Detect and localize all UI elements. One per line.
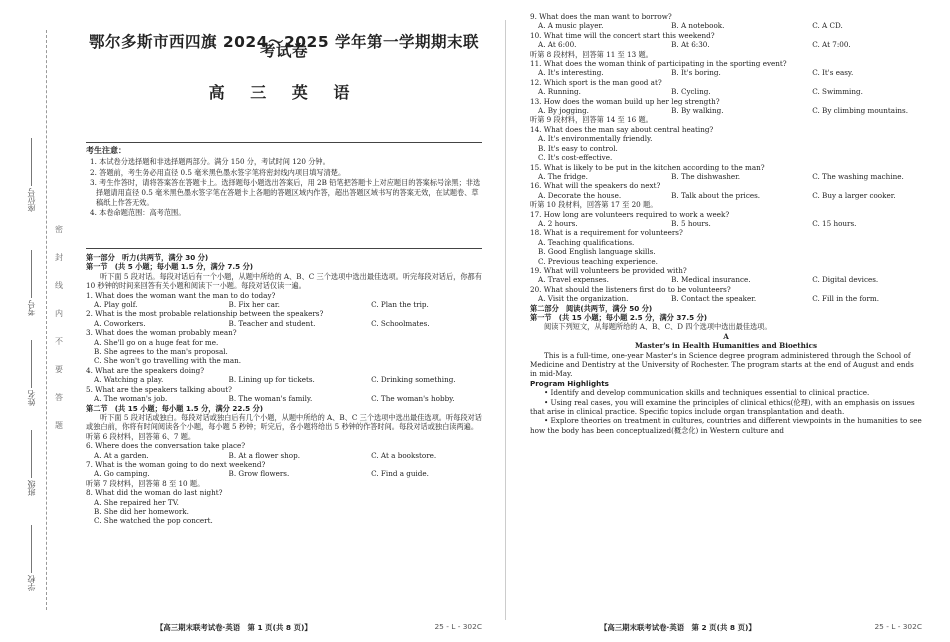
option-b: B. Medical insurance. (671, 275, 751, 285)
divider-line (86, 142, 482, 143)
option-a: A. Watching a play. (94, 375, 164, 385)
passage-letter: A (723, 331, 729, 341)
seal-char: 内 (55, 309, 63, 318)
option-b: B. At 6:30. (671, 40, 710, 50)
field-school: 学校 (26, 525, 37, 591)
question: 12. Which sport is the man good at? (530, 77, 662, 87)
footer-code: 25 - L - 302C (874, 622, 922, 631)
question: 15. What is likely to be put in the kitchen according to the man? (530, 162, 765, 172)
option-a: A. Go camping. (94, 469, 150, 479)
material-note: 听第 9 段材料，回答第 14 至 16 题。 (530, 115, 653, 125)
seal-char: 线 (55, 281, 63, 290)
left-column (86, 0, 482, 642)
option-c: C. A CD. (812, 21, 843, 31)
part2-heading: 第二部分 阅读(共两节，满分 50 分) (530, 303, 653, 313)
options-row (530, 275, 922, 284)
option-b: B. Cycling. (671, 87, 711, 97)
option-c: C. She won't go travelling with the man. (94, 356, 242, 366)
option-a: A. She repaired her TV. (94, 497, 179, 507)
question: 4. What are the speakers doing? (86, 365, 205, 375)
field-exam-number: 考号 (26, 250, 37, 316)
seal-char: 要 (55, 365, 63, 374)
right-column (530, 0, 922, 642)
option-a: A. At a garden. (94, 450, 149, 460)
highlight-bullet: • Explore theories on treatment in cultures, countries and different viewpoints in the humanities to see how the body has been conceptualized(概念化) in Western culture and (530, 416, 922, 435)
question: 2. What is the most probable relationship between the speakers? (86, 309, 324, 319)
option-c: C. Drinking something. (371, 375, 456, 385)
part2-sec1-heading: 第一节 (共 15 小题；每小题 2.5 分，满分 37.5 分) (530, 313, 708, 322)
question: 3. What does the woman probably mean? (86, 328, 237, 338)
column-divider (505, 20, 506, 620)
option-a: A. At 6:00. (538, 40, 577, 50)
part1-heading: 第一部分 听力(共两节，满分 30 分) (86, 253, 209, 262)
seal-char: 封 (55, 253, 63, 262)
option-c: C. Swimming. (812, 87, 863, 97)
footer-code: 25 - L - 302C (434, 622, 482, 631)
option-b: B. At a flower shop. (228, 450, 300, 460)
option-c: C. Digital devices. (812, 275, 879, 285)
seal-char: 答 (55, 393, 63, 402)
field-class: 班级 (26, 430, 37, 496)
options-row (86, 469, 482, 478)
option-b: B. The woman's family. (228, 394, 313, 404)
question: 18. What is a requirement for volunteers? (530, 228, 683, 238)
listening-section (86, 253, 482, 526)
option-c: C. Fill in the form. (812, 294, 879, 304)
question: 10. What time will the concert start this weekend? (530, 30, 715, 40)
option-c: C. 15 hours. (812, 218, 857, 228)
options-row (530, 21, 922, 30)
option-a: A. Teaching qualifications. (538, 237, 635, 247)
question: 11. What does the woman think of participating in the sporting event? (530, 59, 787, 69)
sec2-instructions: 听下面 5 段对话或独白。每段对话或独白后有几个小题，从题中所给的 A、B、C 三个选项中选出最佳选项。听每段对话或独白前，你将有时间阅读各个小题，每小题 5 秒钟；听完后，各小题将给出 5 秒钟的作答时间。每段对话或独白读两遍。 (86, 412, 482, 432)
option-c: C. At 7:00. (812, 40, 851, 50)
subject-title: 高 三 英 语 (208, 83, 360, 102)
notice-item: 1. 本试卷分选择题和非选择题两部分。满分 150 分，考试时间 120 分钟。 (90, 157, 330, 167)
question: 20. What should the listeners first do to be volunteers? (530, 284, 731, 294)
option-b: B. Teacher and student. (228, 318, 316, 328)
option-c: C. The washing machine. (812, 171, 904, 181)
highlight-bullet: • Using real cases, you will examine the principles of clinical ethics(伦理), with an emphasis on issues that arise in clinical practice. Specific topics include organ transplantation and death. (530, 397, 915, 417)
divider-line (86, 248, 482, 249)
option-b: B. A notebook. (671, 21, 725, 31)
material-note: 听第 10 段材料，回答第 17 至 20 题。 (530, 200, 658, 210)
option-a: A. Travel expenses. (538, 275, 609, 285)
option-b: B. She agrees to the man's proposal. (94, 347, 228, 357)
question: 7. What is the woman going to do next weekend? (86, 459, 266, 469)
option-a: A. Running. (538, 87, 581, 97)
option-b: B. By walking. (671, 106, 724, 116)
option-a: A. By jogging. (538, 106, 589, 116)
option-a: A. Coworkers. (94, 318, 146, 328)
listening-continued (530, 12, 922, 435)
sec1-instructions: 听下面 5 段对话。每段对话后有一个小题，从题中所给的 A、B、C 三个选项中选出最佳选项。听完每段对话后，你都有 10 秒钟的时间来回答有关小题和阅读下一小题。每段对话仅读一遍。 (86, 271, 482, 291)
highlights-heading: Program Highlights (530, 378, 609, 388)
option-b: B. It's boring. (671, 68, 721, 78)
seal-char: 不 (55, 337, 63, 346)
question: 1. What does the woman want the man to do today? (86, 290, 276, 300)
options-row (86, 375, 482, 384)
options-row (86, 451, 482, 460)
question: 6. Where does the conversation take place? (86, 441, 246, 451)
option-c: C. It's cost-effective. (538, 153, 613, 163)
option-c: C. Find a guide. (371, 469, 429, 479)
options-row (86, 394, 482, 403)
notice-item: 2. 答题前，考生务必用直径 0.5 毫米黑色墨水签字笔将密封线内项目填写清楚。 (90, 167, 346, 177)
options-row (530, 40, 922, 49)
passage-paragraph: This is a full-time, one-year Master's in Science degree program administered through the School of Medicine and Dentistry at the University of Rochester. The program starts at the end of August and ends in mid-May. (530, 350, 914, 379)
option-c: C. Previous teaching experience. (538, 256, 658, 266)
options-row (86, 300, 482, 309)
options-row (530, 191, 922, 200)
question: 9. What does the man want to borrow? (530, 12, 672, 21)
options-row (530, 294, 922, 303)
option-a: A. It's interesting. (538, 68, 604, 78)
option-b: B. Contact the speaker. (671, 294, 757, 304)
footer-left-label: 【高三期末联考试卷·英语 第 1 页(共 8 页)】 (156, 623, 312, 632)
question: 16. What will the speakers do next? (530, 181, 661, 191)
option-a: A. It's environmentally friendly. (538, 134, 653, 144)
field-seat-number: 座位号 (26, 138, 37, 212)
question: 8. What did the woman do last night? (86, 488, 223, 498)
option-b: B. 5 hours. (671, 218, 711, 228)
field-name: 姓名 (26, 340, 37, 406)
option-b: B. Good English language skills. (538, 247, 656, 257)
exam-title: 鄂尔多斯市西四旗 2024～2025 学年第一学期期末联考试卷 (88, 33, 480, 61)
notice-box (86, 146, 482, 219)
option-b: B. It's easy to control. (538, 143, 618, 153)
option-c: C. Plan the trip. (371, 300, 429, 310)
material-note: 听第 7 段材料，回答第 8 至 10 题。 (86, 478, 205, 488)
seal-char: 密 (55, 225, 63, 234)
material-note: 听第 8 段材料，回答第 11 至 13 题。 (530, 49, 653, 59)
notice-item: 3. 考生作答时，请将答案答在答题卡上。选择题每小题选出答案后，用 2B 铅笔把答题卡上对应题目的答案标号涂黑；非选择题请用直径 0.5 毫米黑色墨水签字笔在答题卡上各题的答题区域内作答，超出答题区域书写的答案无效，在试题卷、草稿纸上作答无效。 (90, 177, 481, 208)
option-b: B. Fix her car. (228, 300, 280, 310)
option-a: A. Play golf. (94, 300, 138, 310)
question: 13. How does the woman build up her leg strength? (530, 96, 720, 106)
option-b: B. Talk about the prices. (671, 190, 761, 200)
option-c: C. It's easy. (812, 68, 854, 78)
option-b: B. Lining up for tickets. (228, 375, 315, 385)
option-a: A. She'll go on a huge feat for me. (94, 337, 219, 347)
option-c: C. Buy a larger cooker. (812, 190, 896, 200)
option-b: B. She did her homework. (94, 506, 189, 516)
question: 14. What does the man say about central heating? (530, 124, 714, 134)
options-row (86, 319, 482, 328)
seal-line (46, 30, 47, 610)
option-a: A. The fridge. (538, 171, 588, 181)
option-b: B. Grow flowers. (228, 469, 290, 479)
options-row (530, 87, 922, 96)
option-c: C. At a bookstore. (371, 450, 437, 460)
option-c: C. Schoolmates. (371, 318, 430, 328)
option-a: A. 2 hours. (538, 218, 578, 228)
material-note: 听第 6 段材料，回答第 6、7 题。 (86, 431, 196, 441)
options-row (530, 172, 922, 181)
part2-instructions: 阅读下列短文，从每题所给的 A、B、C、D 四个选项中选出最佳选项。 (544, 322, 772, 332)
option-b: B. The dishwasher. (671, 171, 741, 181)
seal-char: 题 (55, 421, 63, 430)
question: 17. How long are volunteers required to work a week? (530, 209, 730, 219)
option-a: A. A music player. (538, 21, 604, 31)
footer-right-label: 【高三期末联考试卷·英语 第 2 页(共 8 页)】 (600, 623, 756, 632)
option-c: C. She watched the pop concert. (94, 516, 213, 526)
binding-margin (0, 0, 62, 642)
option-c: C. By climbing mountains. (812, 106, 908, 116)
notice-heading: 考生注意： (86, 146, 126, 155)
options-row (530, 219, 922, 228)
option-a: A. Decorate the house. (538, 190, 622, 200)
options-row (530, 68, 922, 77)
highlight-bullet: • Identify and develop communication skills and techniques essential to clinical practice. (544, 388, 870, 398)
option-a: A. Visit the organization. (538, 294, 629, 304)
option-a: A. The woman's job. (94, 394, 168, 404)
sec2-heading: 第二节 (共 15 小题；每小题 1.5 分，满分 22.5 分) (86, 403, 264, 413)
sec1-heading: 第一节 (共 5 小题；每小题 1.5 分，满分 7.5 分) (86, 262, 254, 272)
option-c: C. The woman's hobby. (371, 394, 455, 404)
question: 5. What are the speakers talking about? (86, 384, 233, 394)
question: 19. What will volunteers be provided with? (530, 265, 687, 275)
notice-item: 4. 本卷命题范围：高考范围。 (90, 208, 186, 218)
options-row (530, 106, 922, 115)
passage-title: Master's in Health Humanities and Bioethics (634, 341, 818, 351)
